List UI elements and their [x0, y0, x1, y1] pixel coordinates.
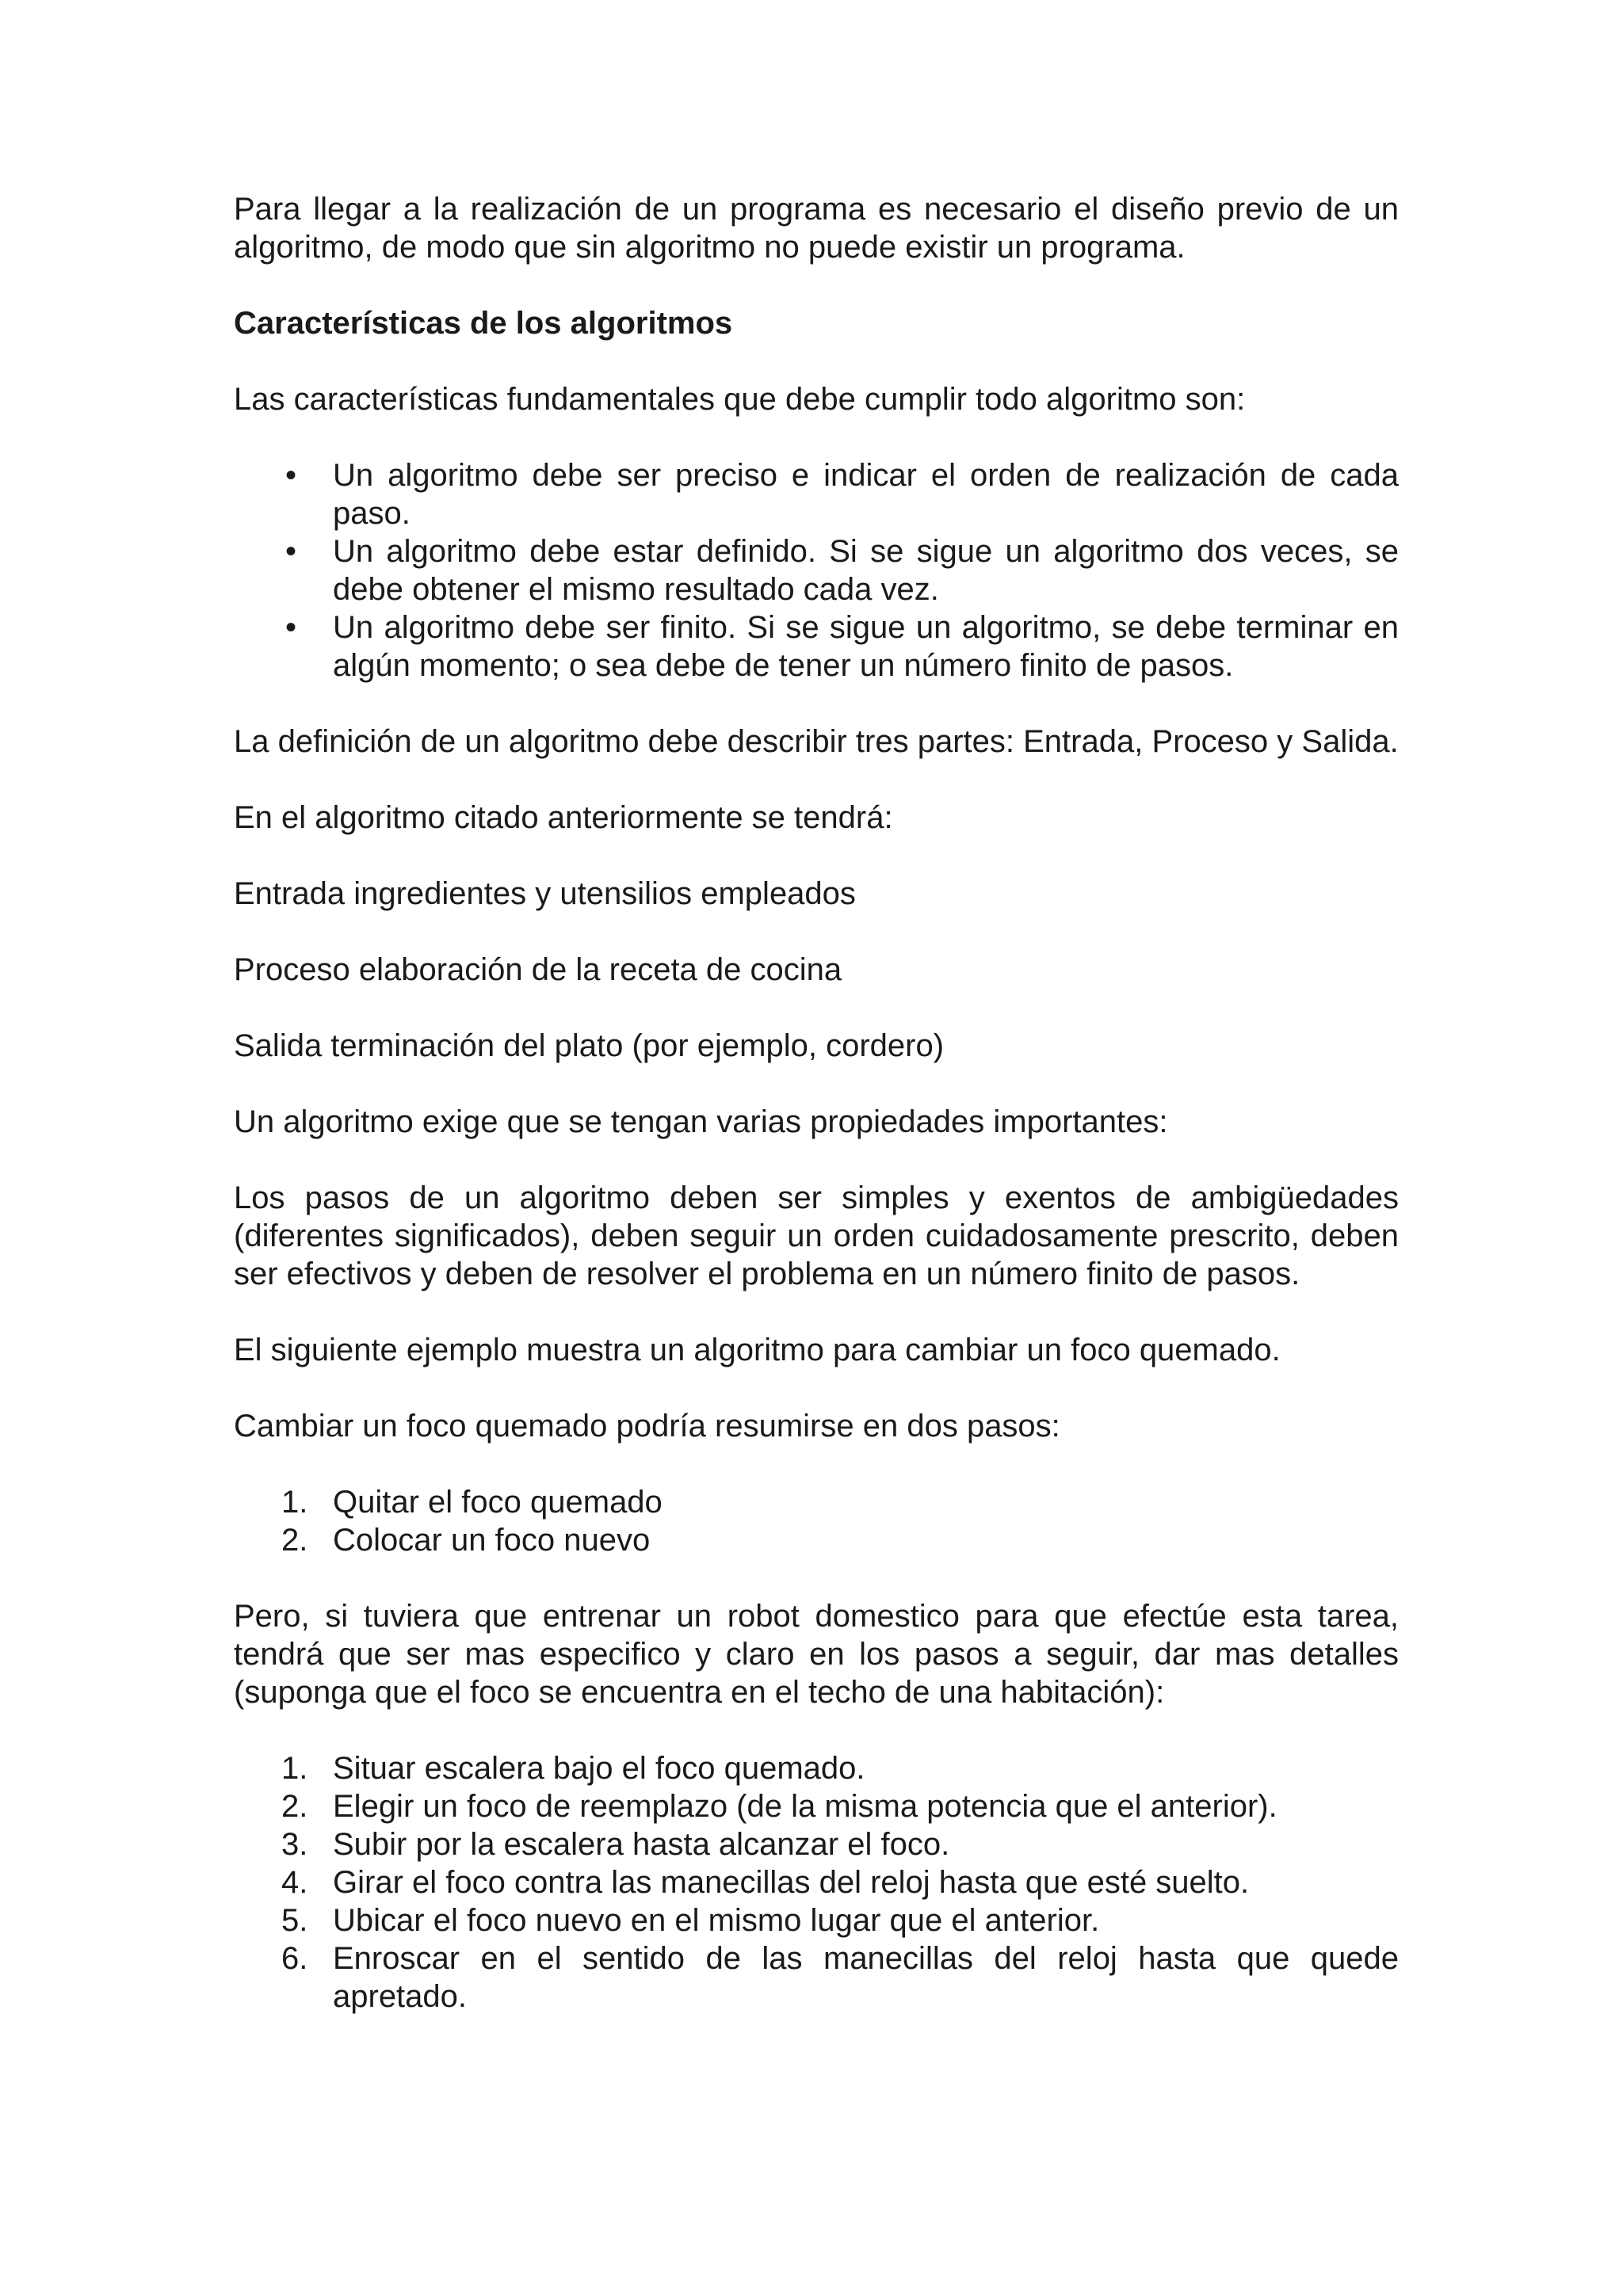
step-text: Girar el foco contra las manecillas del reloj hasta que esté suelto.: [333, 1865, 1250, 1900]
list-item-text: Un algoritmo debe ser preciso e indicar el orden de realización de cada paso.: [333, 458, 1399, 531]
cited-paragraph: En el algoritmo citado anteriormente se tendrá:: [234, 800, 893, 835]
output-paragraph: Salida terminación del plato (por ejemplo, cordero): [234, 1028, 945, 1063]
step-number: 1.: [281, 1751, 308, 1786]
step-number: 5.: [281, 1903, 308, 1938]
step-number: 6.: [281, 1941, 308, 1976]
list-item: [234, 1749, 1399, 1787]
step-number: 2.: [281, 1789, 308, 1824]
list-item: [234, 1787, 1399, 1825]
list-item: [234, 456, 1399, 532]
step-text: Enroscar en el sentido de las manecillas del reloj hasta que quede apretado.: [333, 1941, 1399, 2014]
list-item: [234, 1825, 1399, 1863]
step-number: 1.: [281, 1485, 308, 1520]
list-item-text: Un algoritmo debe ser finito. Si se sigue un algoritmo, se debe terminar en algún momento; o sea debe de tener un número finito de pasos.: [333, 610, 1399, 683]
step-text: Elegir un foco de reemplazo (de la misma potencia que el anterior).: [333, 1789, 1277, 1824]
intro-paragraph: Para llegar a la realización de un programa es necesario el diseño previo de un algoritmo, de modo que sin algoritmo no puede existir un programa.: [234, 192, 1399, 265]
step-number: 2.: [281, 1523, 308, 1558]
step-text: Colocar un foco nuevo: [333, 1523, 651, 1558]
step-number: 3.: [281, 1827, 308, 1862]
example-intro: El siguiente ejemplo muestra un algoritmo para cambiar un foco quemado.: [234, 1333, 1281, 1367]
step-text: Situar escalera bajo el foco quemado.: [333, 1751, 865, 1786]
list-item-text: Un algoritmo debe estar definido. Si se sigue un algoritmo dos veces, se debe obtener el mismo resultado cada vez.: [333, 534, 1399, 607]
list-item: [234, 1939, 1399, 2016]
section-heading: Características de los algoritmos: [234, 306, 733, 341]
properties-paragraph: Los pasos de un algoritmo deben ser simples y exentos de ambigüedades (diferentes significados), deben seguir un orden cuidadosamente prescrito, deben ser efectivos y deben de resolver el problema en un número finito de pasos.: [234, 1180, 1399, 1291]
two-steps-list: [234, 1483, 1399, 1559]
step-text: Subir por la escalera hasta alcanzar el foco.: [333, 1827, 950, 1862]
document-page: [234, 190, 1399, 2054]
list-item: [234, 608, 1399, 685]
step-text: Quitar el foco quemado: [333, 1485, 663, 1520]
list-item: [234, 532, 1399, 608]
bullet-marker: •: [285, 458, 297, 493]
bullet-marker: •: [285, 610, 297, 645]
two-steps-intro: Cambiar un foco quemado podría resumirse en dos pasos:: [234, 1409, 1060, 1444]
list-item: [234, 1521, 1399, 1559]
process-paragraph: Proceso elaboración de la receta de cocina: [234, 952, 842, 987]
definition-paragraph: La definición de un algoritmo debe describir tres partes: Entrada, Proceso y Salida.: [234, 724, 1399, 759]
properties-intro: Un algoritmo exige que se tengan varias propiedades importantes:: [234, 1104, 1168, 1139]
step-text: Ubicar el foco nuevo en el mismo lugar que el anterior.: [333, 1903, 1100, 1938]
list-item: [234, 1483, 1399, 1521]
robot-paragraph: Pero, si tuviera que entrenar un robot domestico para que efectúe esta tarea, tendrá que ser mas especifico y claro en los pasos a seguir, dar mas detalles (suponga que el foco se encuentra en el techo de una habitación):: [234, 1599, 1399, 1710]
list-item: [234, 1863, 1399, 1901]
characteristics-intro: Las características fundamentales que debe cumplir todo algoritmo son:: [234, 382, 1246, 417]
step-number: 4.: [281, 1865, 308, 1900]
list-item: [234, 1901, 1399, 1939]
input-paragraph: Entrada ingredientes y utensilios empleados: [234, 876, 856, 911]
detailed-steps-list: [234, 1749, 1399, 2016]
characteristics-list: [234, 456, 1399, 685]
bullet-marker: •: [285, 534, 297, 569]
